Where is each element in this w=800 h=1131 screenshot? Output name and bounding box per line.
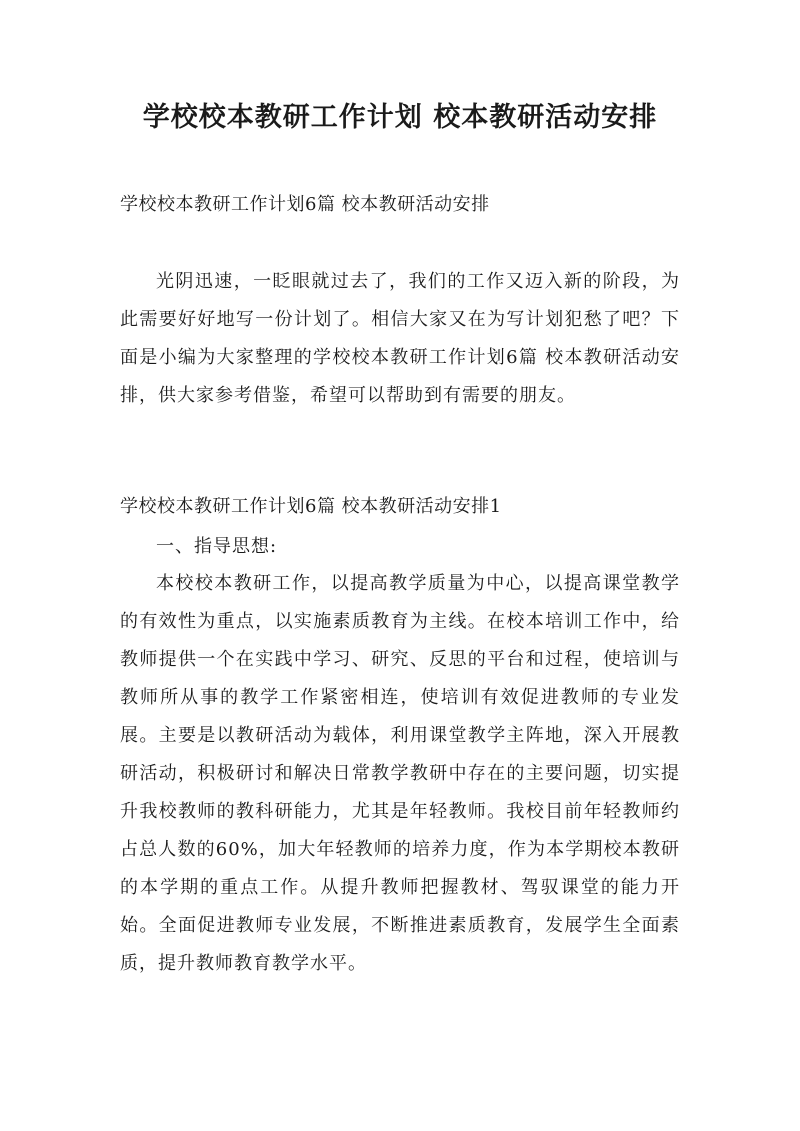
- document-title: 学校校本教研工作计划 校本教研活动安排: [142, 102, 658, 133]
- guide-heading: 一、指导思想:: [156, 536, 278, 557]
- document-subtitle: 学校校本教研工作计划6篇 校本教研活动安排: [120, 194, 490, 215]
- section-heading: 学校校本教研工作计划6篇 校本教研活动安排1: [120, 496, 502, 517]
- body-paragraph: 本校校本教研工作，以提高教学质量为中心，以提高课堂教学的有效性为重点，以实施素质教育为主线。在校本培训工作中，给教师提供一个在实践中学习、研究、反思的平台和过程，使培训与教师所从事的教学工作紧密相连，使培训有效促进教师的专业发展。主要是以教研活动为载体，利用课堂教学主阵地，深入开展教研活动，积极研讨和解决日常教学教研中存在的主要问题，切实提升我校教师的教科研能力，尤其是年轻教师。我校目前年轻教师约占总人数的60%，加大年轻教师的培养力度，作为本学期校本教研的本学期的重点工作。从提升教师把握教材、驾驭课堂的能力开始。全面促进教师专业发展，不断推进素质教育，发展学生全面素质，提升教师教育教学水平。: [120, 573, 680, 974]
- intro-paragraph: 光阴迅速，一眨眼就过去了，我们的工作又迈入新的阶段，为此需要好好地写一份计划了。相信大家又在为写计划犯愁了吧？下面是小编为大家整理的学校校本教研工作计划6篇 校本教研活动安排，供大家参考借鉴，希望可以帮助到有需要的朋友。: [120, 271, 680, 406]
